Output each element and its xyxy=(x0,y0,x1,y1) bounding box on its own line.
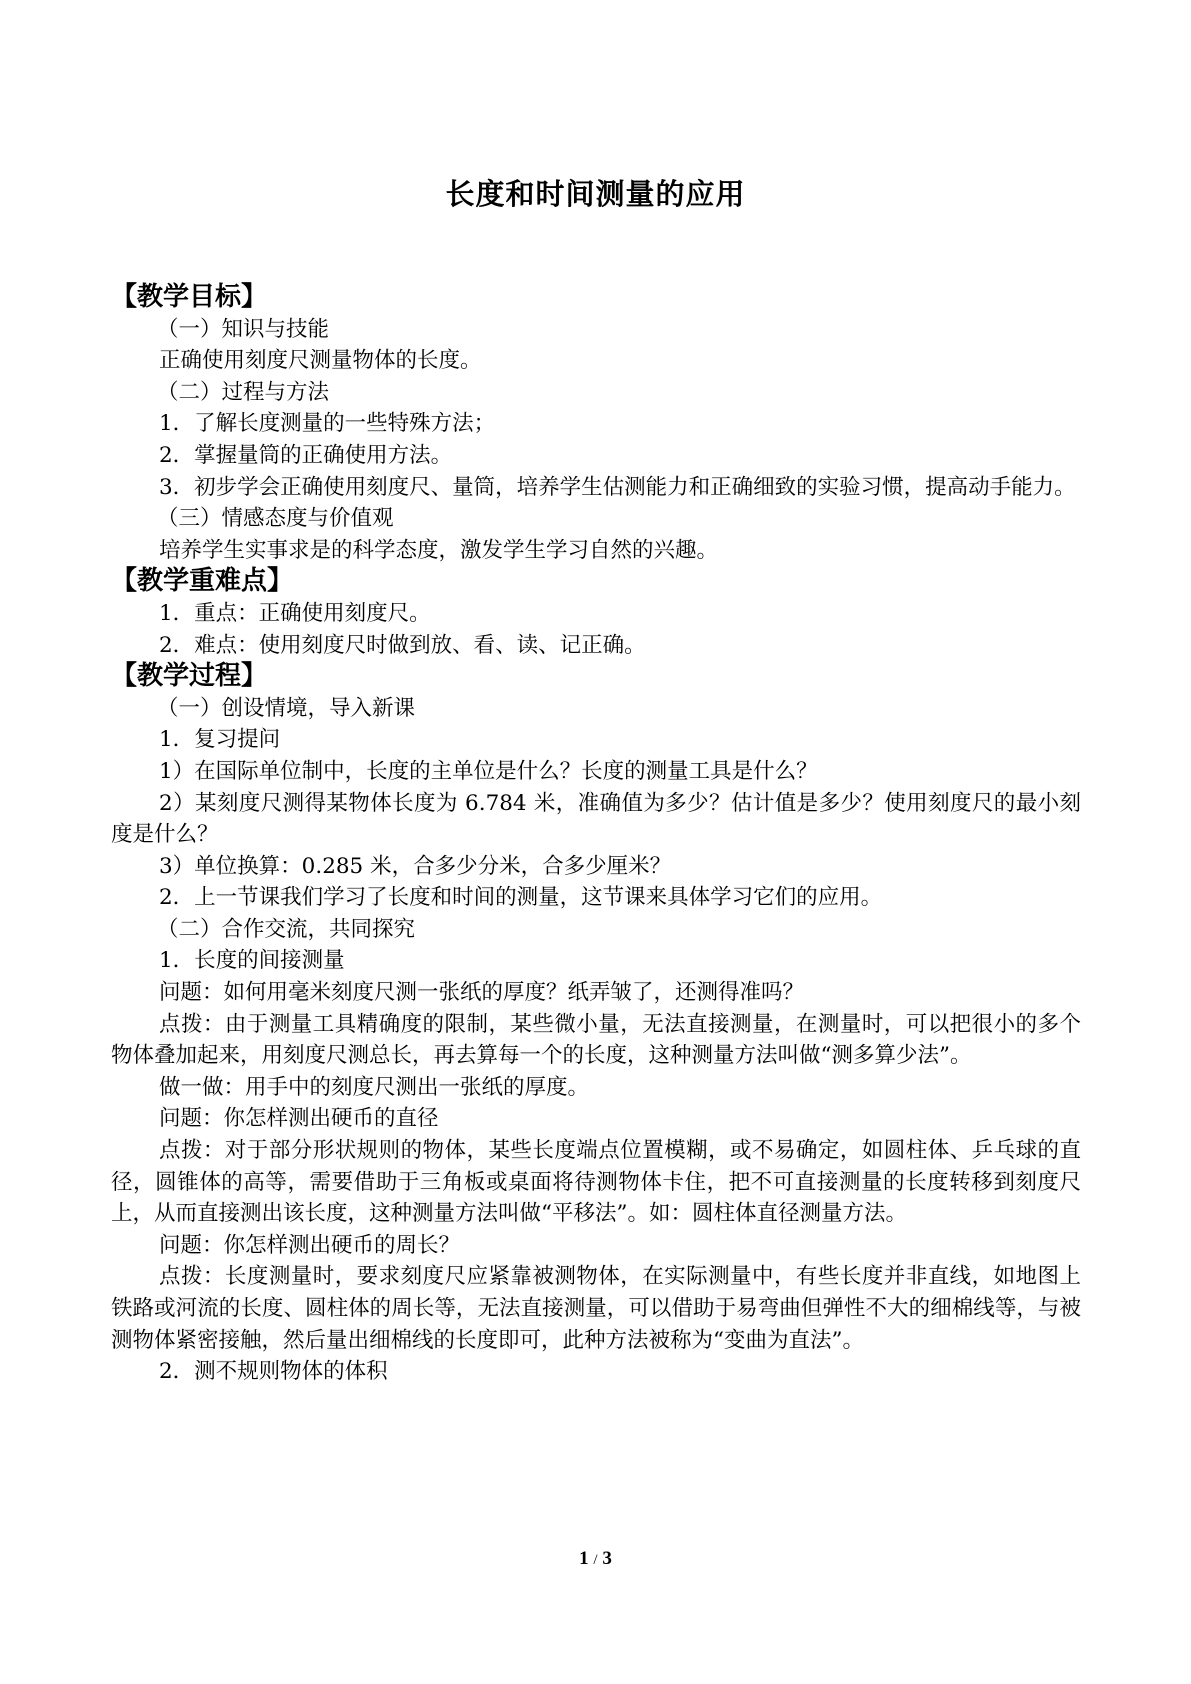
page-current: 1 xyxy=(579,1548,589,1569)
paragraph: 2）某刻度尺测得某物体长度为 6.784 米，准确值为多少？估计值是多少？使用刻度尺的最小刻度是什么？ xyxy=(111,790,1081,848)
document-title: 长度和时间测量的应用 xyxy=(445,177,746,211)
paragraph: 正确使用刻度尺测量物体的长度。 xyxy=(159,348,482,374)
paragraph: （二）过程与方法 xyxy=(157,379,330,405)
paragraph: （一）知识与技能 xyxy=(157,316,330,342)
paragraph: 2．测不规则物体的体积 xyxy=(159,1359,388,1385)
paragraph: 做一做：用手中的刻度尺测出一张纸的厚度。 xyxy=(159,1074,590,1100)
paragraph: 问题：如何用毫米刻度尺测一张纸的厚度？纸弄皱了，还测得准吗？ xyxy=(159,980,805,1006)
paragraph: 问题：你怎样测出硬币的直径 xyxy=(159,1106,439,1132)
paragraph: （三）情感态度与价值观 xyxy=(157,506,394,532)
paragraph: 点拨：对于部分形状规则的物体，某些长度端点位置模糊，或不易确定，如圆柱体、乒乓球的直径，圆锥体的高等，需要借助于三角板或桌面将待测物体卡住，把不可直接测量的长度转移到刻度尺上，从而直接测出该长度，这种测量方法叫做“平移法”。如：圆柱体直径测量方法。 xyxy=(111,1138,1081,1227)
paragraph: 1．复习提问 xyxy=(159,727,281,753)
paragraph: 1．了解长度测量的一些特殊方法； xyxy=(159,411,496,437)
paragraph: 1）在国际单位制中，长度的主单位是什么？长度的测量工具是什么？ xyxy=(159,758,818,784)
paragraph: 点拨：长度测量时，要求刻度尺应紧靠被测物体，在实际测量中，有些长度并非直线，如地图上铁路或河流的长度、圆柱体的周长等，无法直接测量，可以借助于易弯曲但弹性不大的细棉线等，与被测物体紧密接触，然后量出细棉线的长度即可，此种方法被称为“变曲为直法”。 xyxy=(111,1264,1081,1353)
paragraph: 2．难点：使用刻度尺时做到放、看、读、记正确。 xyxy=(159,632,646,658)
paragraph: 2．上一节课我们学习了长度和时间的测量，这节课来具体学习它们的应用。 xyxy=(159,885,883,911)
paragraph: 1．长度的间接测量 xyxy=(159,948,345,974)
paragraph: 3．初步学会正确使用刻度尺、量筒，培养学生估测能力和正确细致的实验习惯，提高动手能力。 xyxy=(159,474,1076,500)
paragraph: 1．重点：正确使用刻度尺。 xyxy=(159,600,431,626)
paragraph: （二）合作交流，共同探究 xyxy=(157,916,416,942)
section-heading-key-points: 【教学重难点】 xyxy=(111,566,294,597)
section-heading-objectives: 【教学目标】 xyxy=(111,282,268,312)
paragraph: 2．掌握量筒的正确使用方法。 xyxy=(159,442,453,468)
section-heading-process: 【教学过程】 xyxy=(111,661,268,692)
page-separator: / xyxy=(593,1552,598,1568)
paragraph: 培养学生实事求是的科学态度，激发学生学习自然的兴趣。 xyxy=(159,537,719,563)
page-total: 3 xyxy=(602,1548,612,1569)
paragraph: （一）创设情境，导入新课 xyxy=(157,695,416,721)
paragraph: 问题：你怎样测出硬币的周长？ xyxy=(159,1232,461,1258)
document-body xyxy=(111,282,1081,1388)
page-number xyxy=(0,1548,1191,1570)
paragraph: 点拨：由于测量工具精确度的限制，某些微小量，无法直接测量，在测量时，可以把很小的多个物体叠加起来，用刻度尺测总长，再去算每一个的长度，这种测量方法叫做“测多算少法”。 xyxy=(111,1011,1081,1069)
paragraph: 3）单位换算：0.285 米，合多少分米，合多少厘米？ xyxy=(159,853,672,879)
